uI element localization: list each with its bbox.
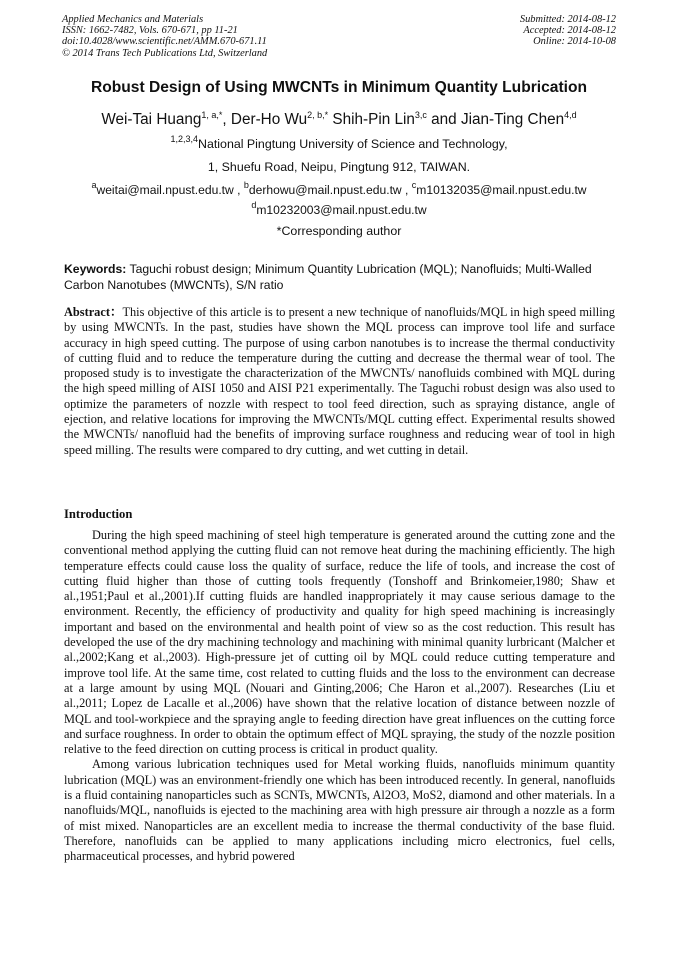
- author-affil-marker: 2, b,*: [307, 110, 329, 120]
- submitted-date: Submitted: 2014-08-12: [519, 14, 616, 25]
- email-marker: d: [251, 200, 257, 210]
- author-name: Wei-Tai Huang: [101, 111, 202, 128]
- email-d[interactable]: m10232003@mail.npust.edu.tw: [256, 203, 427, 217]
- paper-title: Robust Design of Using MWCNTs in Minimum Quantity Lubrication: [90, 79, 588, 96]
- email-line-2: [20, 200, 658, 217]
- author-separator: ,: [222, 111, 231, 128]
- author-affil-marker: 3,c: [414, 110, 427, 120]
- email-marker: a: [91, 180, 97, 190]
- keywords-text: Taguchi robust design; Minimum Quantity Lubrication (MQL); Nanofluids; Multi-Walled Carbon Nanotubes (MWCNTs), S/N ratio: [64, 262, 592, 292]
- introduction-body: [64, 528, 615, 865]
- author-name: Jian-Ting Chen: [460, 111, 565, 128]
- abstract-label: Abstract：: [64, 305, 123, 319]
- keywords-label: Keywords:: [64, 262, 127, 276]
- section-heading-introduction: Introduction: [64, 507, 133, 521]
- author-name: Der-Ho Wu: [230, 111, 308, 128]
- issn: ISSN: 1662-7482, Vols. 670-671, pp 11-21: [62, 25, 238, 37]
- journal-name: Applied Mechanics and Materials: [62, 14, 204, 25]
- author-list: [30, 111, 648, 129]
- paragraph: During the high speed machining of steel high temperature is generated around the cutting zone and the conventional method applying the cutting fluid can not remove heat during the machining efficiently. The high temperature effects could cause loss the quality of surface, reduce the life of tools, and increase the cost of cutting fluid higher than those of cutting tools frequently (Tonshoff and Brinkomeier,1980; Shaw et al.,1951;Paul et al.,2001).If cutting fluids are handled inappropriately it may cause serious damage to the environment. Recently, the efficiency of productivity and quality for high speed machining is increasingly important and based on the environmental and health point of view so as the cost reduction. This result has developed the use of the dry machining technology and machining with minimal quanity lurbricant (Malcher et al.,2002;Kang et al.,2003). High-pressure jet of cutting oil by MQL could reduce cutting temperature and improve tool life. At the same time, cost related to cutting fluids and the loss to the environment can decrease at a large amount by using MQL (Nouari and Ginting,2006; Che Haron et al.,2007). Researches (Liu et al.,2011; Lopez de Lacalle et al.,2006) have shown that the relative location of distance between nozzle of MQL and tool-workpiece and the spraying angle to feeding direction have great influences on the cutting force and surface roughness. In order to obtain the optimum effect of MQL spraying, the study of the nozzle position relative to the feed direction on cutting process is critical in product quality.: [64, 528, 615, 757]
- author-affil-marker: 4,d: [564, 110, 577, 120]
- affil-marker: 1,2,3,4: [170, 134, 199, 144]
- author-name: Shih-Pin Lin: [332, 111, 415, 128]
- email-line-1: [20, 180, 658, 197]
- corresponding-note: *Corresponding author: [276, 224, 402, 238]
- email-marker: b: [243, 180, 249, 190]
- accepted-date: Accepted: 2014-08-12: [523, 25, 616, 37]
- affiliation-address: 1, Shuefu Road, Neipu, Pingtung 912, TAIWAN.: [207, 160, 471, 174]
- abstract: [64, 305, 615, 458]
- dates-info: [520, 14, 616, 48]
- email-c[interactable]: m10132035@mail.npust.edu.tw: [416, 183, 587, 197]
- author-separator: and: [426, 111, 461, 128]
- abstract-text: This objective of this article is to present a new technique of nanofluids/MQL in high speed milling by using MWCNTs. In the past, studies have shown the MQL process can improve tool life and surface accuracy in high speed cutting. The purpose of using carbon nanotubes is to increase the thermal conductivity of cutting fluid and to reduce the temperature during the cutting and decrease the thermal wear of tool. The proposed study is to investigate the characterization of the MWCNTs/ nanofluids combined with MQL during the high speed milling of AISI 1050 and AISI P21 experimentally. The Taguchi robust design was also used to optimize the parameters of nozzle with respect to tool feed direction, such as spraying distance, angle of ejection, and relative locations for improving the MWCNTs/MQL cutting effect. Experimental results showed the MWCNTs/ nanofluid had the benefits of improving surface roughness and reducing wear of tool in high speed milling. The results were compared to dry cutting, and wet cutting in detail.: [64, 305, 615, 457]
- doi: doi:10.4028/www.scientific.net/AMM.670-671.11: [62, 36, 267, 48]
- journal-info: [62, 14, 267, 59]
- online-date: Online: 2014-10-08: [533, 36, 616, 48]
- author-affil-marker: 1, a,*: [201, 110, 223, 120]
- keywords: [64, 262, 616, 293]
- affiliation-line-1: [30, 134, 648, 151]
- email-b[interactable]: derhowu@mail.npust.edu.tw ,: [248, 183, 409, 197]
- email-marker: c: [411, 180, 417, 190]
- email-a[interactable]: weitai@mail.npust.edu.tw ,: [96, 183, 241, 197]
- affiliation-name: National Pingtung University of Science and Technology,: [198, 137, 508, 151]
- copyright: © 2014 Trans Tech Publications Ltd, Switzerland: [62, 47, 268, 59]
- paragraph: Among various lubrication techniques used for Metal working fluids, nanofluids minimum quantity lubrication (MQL) was an environment-friendly one which has been introduced recently. In general, nanofluids is a fluid containing nanoparticles such as SCNTs, MWCNTs, Al2O3, MoS2, diamond and other materials. In a nanofluids/MQL, nanofluids is ejected to the machining area with high pressure air through a nozzle as a form of mist mixed. Nanoparticles are an excellent media to increase the thermal conductivity of the base fluid. Therefore, nanofluids can be applied to many applications including micro electronics, fuel cells, pharmaceutical processes, and hybrid powered: [64, 757, 615, 864]
